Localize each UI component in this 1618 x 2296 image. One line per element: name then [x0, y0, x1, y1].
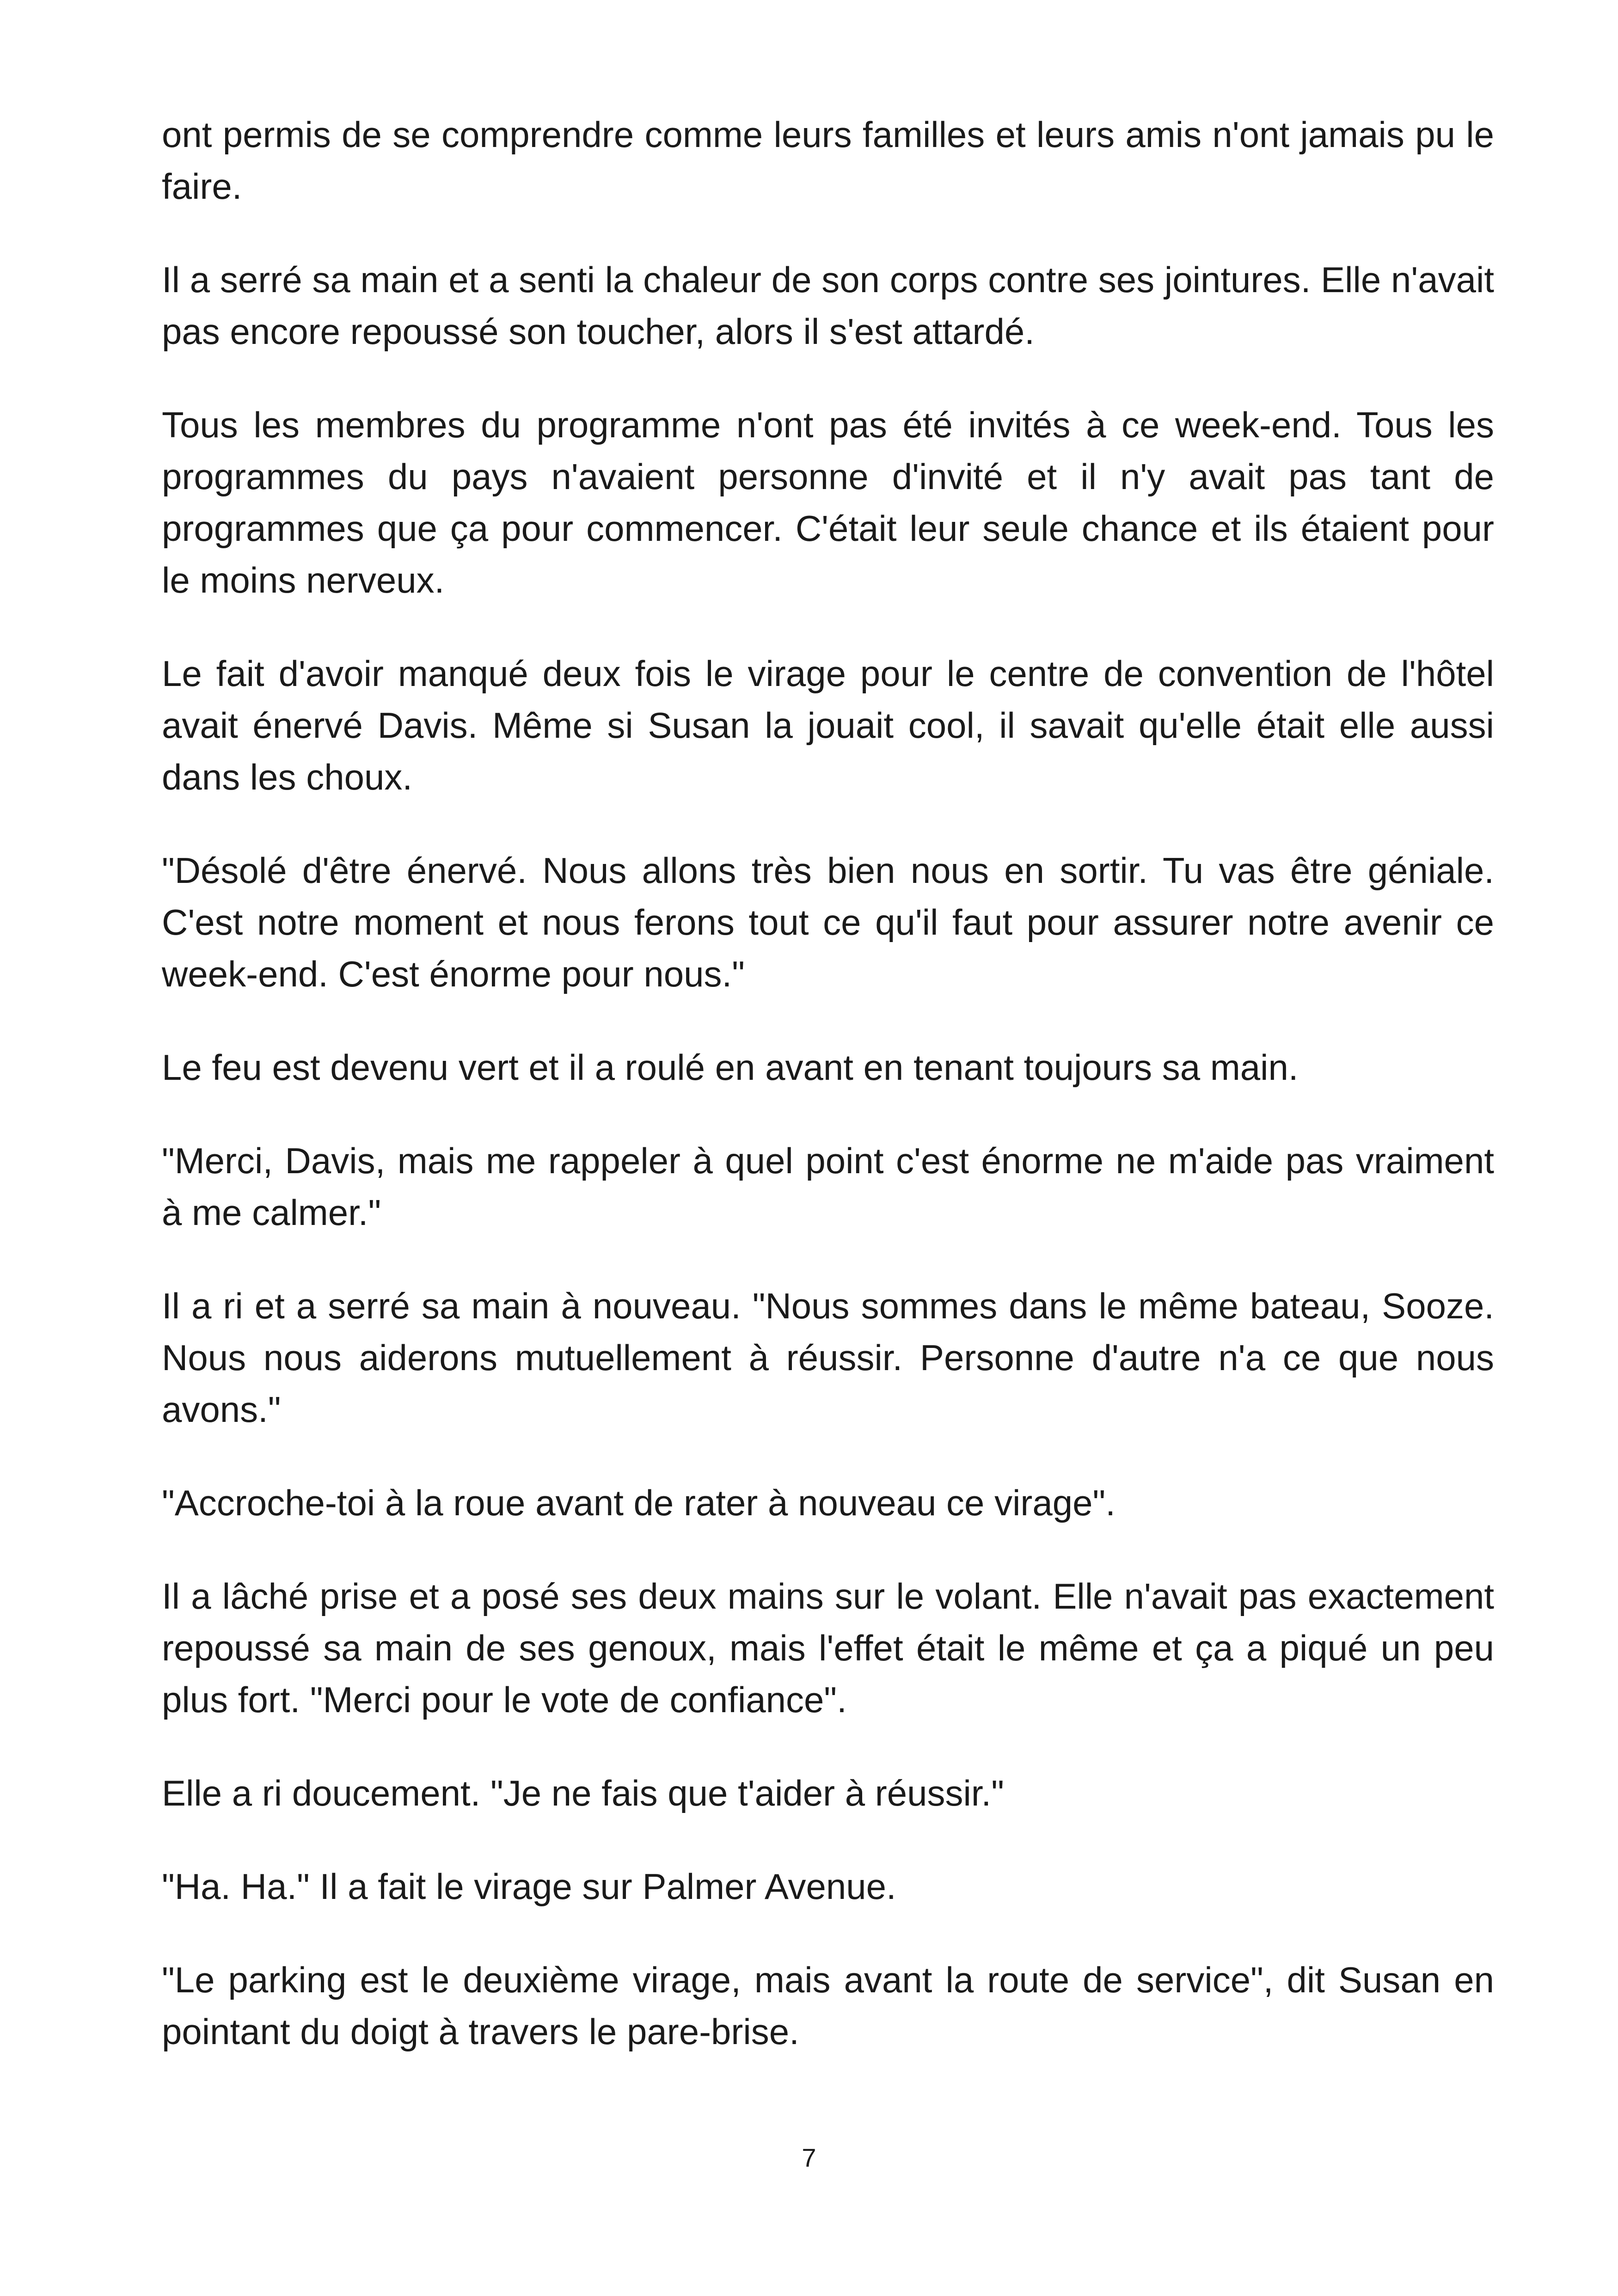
paragraph-2: Il a serré sa main et a senti la chaleur de son corps contre ses jointures. Elle n'avait pas encore repoussé son toucher, alors il s'est attardé.	[162, 259, 1494, 352]
paragraph-13: "Le parking est le deuxième virage, mais avant la route de service", dit Susan en pointant du doigt à travers le pare-brise.	[162, 1959, 1494, 2052]
paragraph-4: Le fait d'avoir manqué deux fois le virage pour le centre de convention de l'hôtel avait énervé Davis. Même si Susan la jouait cool, il savait qu'elle était elle aussi dans les choux.	[162, 653, 1494, 797]
paragraph-3: Tous les membres du programme n'ont pas été invités à ce week-end. Tous les programmes du pays n'avaient personne d'invité et il n'y avait pas tant de programmes que ça pour commencer. C'était leur seule chance et ils étaient pour le moins nerveux.	[162, 404, 1494, 600]
paragraph-6: Le feu est devenu vert et il a roulé en avant en tenant toujours sa main.	[162, 1047, 1299, 1088]
paragraph-10: Il a lâché prise et a posé ses deux mains sur le volant. Elle n'avait pas exactement repoussé sa main de ses genoux, mais l'effet était le même et ça a piqué un peu plus fort. "Merci pour le vote de confiance".	[162, 1576, 1494, 1720]
paragraph-11: Elle a ri doucement. "Je ne fais que t'aider à réussir."	[162, 1773, 1004, 1813]
paragraph-9: "Accroche-toi à la roue avant de rater à nouveau ce virage".	[162, 1482, 1115, 1523]
paragraph-8: Il a ri et a serré sa main à nouveau. "Nous sommes dans le même bateau, Sooze. Nous nous aiderons mutuellement à réussir. Personne d'autre n'a ce que nous avons."	[162, 1286, 1494, 1430]
page-number: 7	[802, 2143, 816, 2172]
body-text	[162, 109, 1494, 2099]
paragraph-1: ont permis de se comprendre comme leurs familles et leurs amis n'ont jamais pu le faire.	[162, 114, 1494, 207]
paragraph-7: "Merci, Davis, mais me rappeler à quel point c'est énorme ne m'aide pas vraiment à me calmer."	[162, 1140, 1494, 1233]
paragraph-5: "Désolé d'être énervé. Nous allons très bien nous en sortir. Tu vas être géniale. C'est notre moment et nous ferons tout ce qu'il faut pour assurer notre avenir ce week-end. C'est énorme pour nous."	[162, 850, 1494, 994]
paragraph-12: "Ha. Ha." Il a fait le virage sur Palmer Avenue.	[162, 1866, 896, 1907]
